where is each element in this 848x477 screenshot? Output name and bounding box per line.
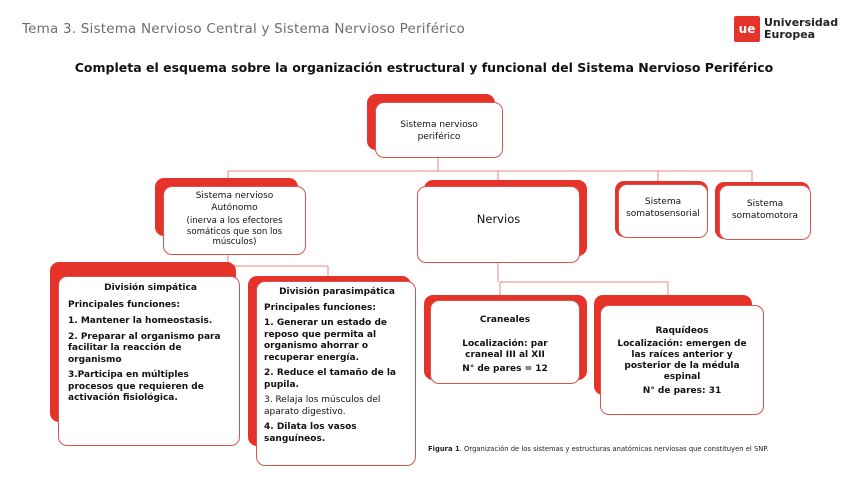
raquideos-pares: N° de pares: 31: [642, 385, 722, 396]
parasimpatica-item-2: 2. Reduce el tamaño de la pupila.: [264, 368, 396, 390]
course-header: Tema 3. Sistema Nervioso Central y Sistema Nervioso Periférico: [22, 21, 465, 37]
parasimpatica-subtitle: Principales funciones:: [264, 302, 376, 313]
somatomotora-node: [719, 185, 811, 240]
root-line-2: periférico: [417, 131, 461, 142]
autonomo-title-1: Sistema nervioso: [195, 191, 274, 201]
craneales-node: [430, 300, 580, 384]
root-node: [375, 102, 503, 158]
figure-caption-label: Figura 1: [428, 445, 460, 453]
parasimpatica-title: División parasimpática: [279, 287, 395, 297]
nervios-label: Nervios: [476, 212, 521, 226]
parasimpatica-item-3: 3. Relaja los músculos del aparato digestivo.: [264, 395, 381, 417]
simpatica-item-2: 2. Preparar al organismo para facilitar la reacción de organismo: [68, 331, 221, 365]
somatomotora-line-1: Sistema: [746, 199, 784, 209]
somatosensorial-line-1: Sistema: [644, 197, 682, 207]
simpatica-node: [58, 276, 240, 446]
logo-text: [764, 17, 838, 41]
figure-caption-text: . Organización de los sistemas y estructuras anatómicas nerviosas que constituyen el SNP.: [459, 445, 769, 453]
simpatica-subtitle: Principales funciones:: [68, 299, 180, 310]
simpatica-item-3: 3.Participa en múltiples procesos que requieren de activación fisiológica.: [68, 370, 204, 403]
autonomo-title-2: Autónomo: [211, 202, 258, 213]
craneales-title: Craneales: [479, 315, 531, 325]
root-line-1: Sistema nervioso: [400, 120, 478, 130]
parasimpatica-item-1: 1. Generar un estado de reposo que permita al organismo ahorrar o recuperar energía.: [264, 318, 387, 363]
simpatica-title: División simpática: [104, 283, 197, 293]
nervios-node: [417, 186, 580, 263]
somatosensorial-node: [618, 184, 708, 238]
somatosensorial-line-2: somatosensorial: [626, 208, 700, 219]
logo-line-1: Universidad: [764, 16, 839, 29]
raquideos-localizacion: Localización: emergen de las raíces anterior y posterior de la médula espinal: [617, 338, 747, 382]
figure-caption: [428, 445, 769, 453]
craneales-pares: N° de pares = 12: [462, 363, 548, 374]
logo-line-2: Europea: [764, 28, 816, 41]
university-logo: [734, 16, 839, 46]
page-title: Completa el esquema sobre la organización estructural y funcional del Sistema Nervioso Periférico: [74, 60, 774, 75]
parasimpatica-node: [256, 281, 416, 466]
autonomo-note: (inerva a los efectores somáticos que son los músculos): [186, 216, 283, 247]
raquideos-title: Raquídeos: [655, 326, 709, 336]
raquideos-node: [600, 305, 764, 415]
parasimpatica-item-4: 4. Dilata los vasos sanguíneos.: [264, 422, 357, 444]
logo-mark: ue: [734, 16, 760, 42]
craneales-localizacion: Localización: par craneal III al XII: [462, 338, 548, 360]
somatomotora-line-2: somatomotora: [731, 210, 799, 221]
simpatica-item-1: 1. Mantener la homeostasis.: [68, 316, 213, 326]
autonomo-node: [163, 186, 306, 255]
